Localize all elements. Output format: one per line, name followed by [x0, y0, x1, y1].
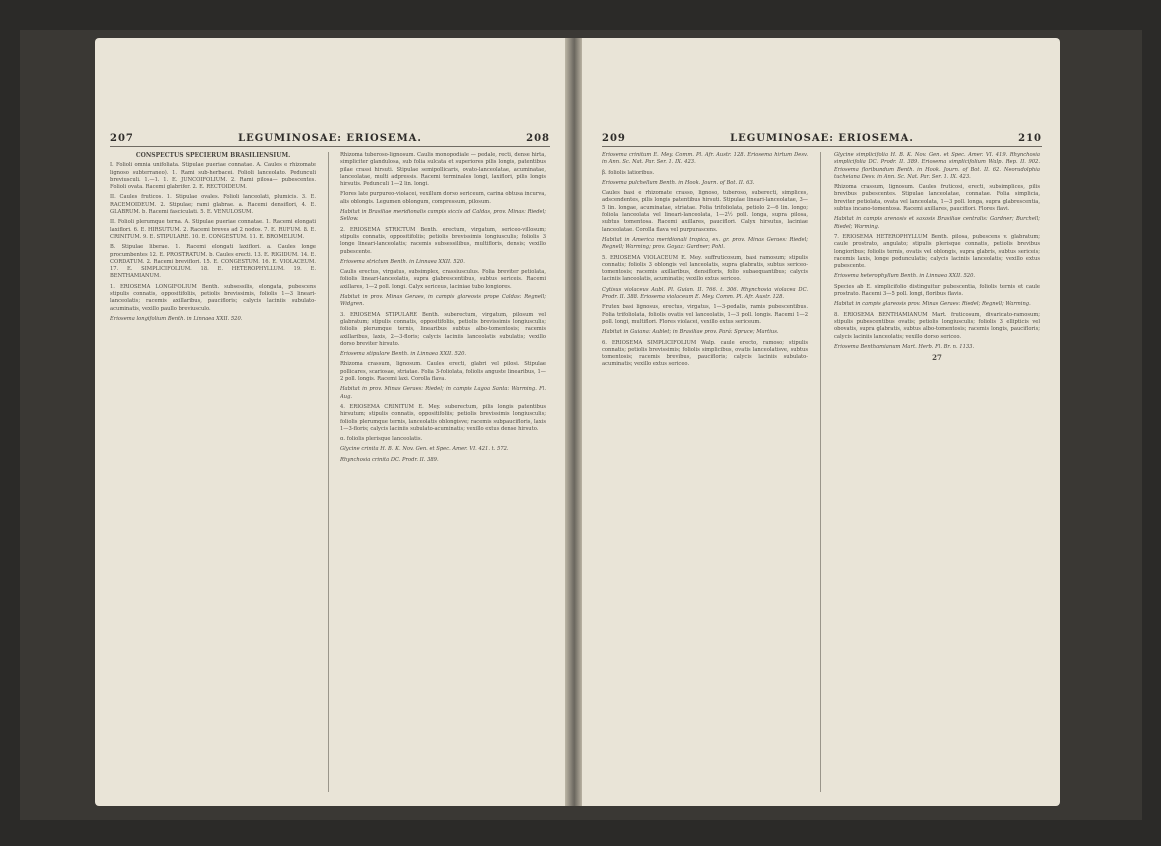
- citation: Rhynchosia crinita DC. Prodr. II. 389.: [340, 456, 439, 463]
- citation: Eriosema strictum Benth. in Linnaea XXII. 520.: [340, 258, 465, 265]
- text-paragraph: 8. ERIOSEMA BENTHAMIANUM Mart. fruticosum, divaricato-ramosum; stipulis pubescentibus ovatis; petiolis longiusculis; foliolis 3 ellipticis vel obovatis, supra glabratis, subtus albo-tomentosis; racemis longis, paucifloris; calycis laciniis lanceolatis; vexillo dorso sericeo.: [834, 311, 1040, 340]
- citation: Eriosema stipulare Benth. in Linnaea XXII. 520.: [340, 351, 467, 358]
- text-paragraph: 2. ERIOSEMA STRICTUM Benth. erectum, virgatum, sericeo-villosum; stipulis connatis, oppositifoliis; petiolis brevissimis longiusculis; foliolis 3 longe lineari-lanceolatis; racemis subsessilibus, multifloris, densis; vexillo pubescente.: [340, 226, 546, 255]
- citation: Habitat in prov. Minas Geraes: Riedel; in campis Lagoa Santa: Warming. Fl. Aug.: [340, 386, 546, 400]
- left-header-rule: [110, 146, 550, 147]
- left-column-divider: [328, 152, 329, 792]
- text-paragraph: Species ab E. simplicifolio distinguitur pubescentia, foliolis ternis et caule prostrato. Racemi 3—5 poll. longi, floribus flavis.: [834, 283, 1040, 298]
- right-page: [582, 38, 1060, 806]
- left-page-running-title: LEGUMINOSAE: ERIOSEMA.: [238, 133, 422, 144]
- citation: Glycine simplicifolia H. B. K. Nov. Gen. et Spec. Amer. VI. 419. Rhynchosia simplicifolia DC. Prodr. II. 389. Eriosema simplicifolium Walp. Rep. II. 902. Eriosema floribundum Benth. in Hook. Journ. of Bot. II. 62. Neorudolphia tucheiana Desv. in Ann. Sc. Nat. Par. Ser. 1. IX. 423.: [834, 152, 1040, 180]
- text-paragraph: 5. ERIOSEMA VIOLACEUM E. Mey. suffruticosum, basi ramosum; stipulis connatis; foliolis 3 oblongis vel lanceolatis, supra glabratis, subtus sericeo-tomentosis; racemis axillaribus, densifloris, folio subaequantibus; calycis laciniis lanceolatis, acuminatis; vexillo extus sericeo.: [602, 254, 808, 283]
- text-paragraph: α. foliolis plerisque lanceolatis.: [340, 436, 423, 443]
- citation: Eriosema heterophyllum Benth. in Linnaea XXII. 520.: [834, 273, 976, 280]
- text-paragraph: II. Folioli plerumque terna. A. Stipulae pueriae connatae. 1. Racemi elongati laxiflori. 6. E. HIRSUTUM. 2. Racemi breves ad 2 nodos. 7. E. RUFUM. 8. E. CRINITUM. 9. E. STIPULARE. 10. E. CONGESTUM. 11. E. BROMELIUM.: [110, 219, 316, 240]
- signature-mark: 27: [932, 353, 942, 363]
- right-page-column-2: [834, 152, 1040, 792]
- citation: Eriosema longifolium Benth. in Linnaea XXII. 520.: [110, 315, 243, 322]
- citation: Habitat in Brasiliae meridionalis campis siccis ad Caldas, prov. Minas: Riedel; Sellow.: [340, 209, 546, 223]
- citation: Cytisus violaceus Aubl. Pl. Guian. II. 766. t. 306. Rhynchosia violacea DC. Prodr. II. 388. Eriosema violaceum E. Mey. Comm. Pl. Afr. Austr. 128.: [602, 286, 808, 301]
- right-page-header: [602, 133, 1042, 144]
- citation: Eriosema crinitum E. Mey. Comm. Pl. Afr. Austr. 128. Eriosema hirtum Desv. in Ann. Sc. Nat. Par. Ser. 1. IX. 423.: [602, 152, 808, 166]
- citation: Habitat in Guiana: Aublet; in Brasiliae prov. Pará: Spruce; Martius.: [602, 329, 779, 336]
- text-paragraph: 4. ERIOSEMA CRINITUM E. Mey. suberectum, pilis longis patentibus hirsutum; stipulis connatis, oppositifoliis; petiolis brevissimis longiusculis; foliolis plerumque ternis, lanceolatis oblongisve; racemis subpaucifloris, laxis 1—3-floris; calycis laciniis subulato-acuminatis; vexillo extus dense hirsuto.: [340, 403, 546, 432]
- citation: Eriosema Benthamianum Mart. Herb. Fl. Br. n. 1133.: [834, 343, 975, 350]
- right-header-rule: [602, 146, 1042, 147]
- text-paragraph: II. Caules fruticos. 1. Stipulae ovales. Folioli lanceolati, plumicis. 3. E. RACEMOIDEUM. 2. Stipulae; rami glabrae. a. Racemi densiflori, 4. E. GLABRUM. b. Racemi fasciculati. 5. E. VENULOSUM.: [110, 194, 316, 216]
- text-paragraph: Caulis erectus, virgatus, subsimplex, crassiusculus. Folia breviter petiolata, foliolis lineari-lanceolatis, supra glabrescentibus, subtus sericeis. Racemi axillares, 1—2 poll. longi. Calyx sericeus, laciniae tubo longiores.: [340, 269, 546, 290]
- text-paragraph: Caules basi e rhizomate crasso, lignoso, tuberoso, suberecti, simplices, adscendentes, pilis longis patentibus hirsuti. Stipulae lineari-lanceolatae, 3—5 lin. longae, acuminatae, striatae. Folia trifoliolata, petiolo 2—6 lin. longo; foliola lanceolata vel lineari-lanceolata, 1—2½ poll. longa, supra pilosa, subtus tomentosa. Racemi axillares, pauciflori. Calyx hirsutus, laciniae lanceolatae. Corolla flava vel purpurascens.: [602, 190, 808, 233]
- text-paragraph: 1. ERIOSEMA LONGIFOLIUM Benth. subsessilis, elongata, pubescens stipulis connatis, oppositifoliis, petiolis brevissimis, foliolis 1—3 lineari-lanceolatis; racemis axillaribus, paucifloris; calycis laciniis subulato-acuminatis, vexillo paullo breviusculo.: [110, 283, 316, 312]
- right-page-number-right: 210: [1018, 133, 1042, 144]
- citation: Habitat in campis arenosis et saxosis Brasiliae centralis: Gardner; Burchell; Riedel; Warming.: [834, 216, 1040, 230]
- left-page-column-1: [110, 152, 316, 792]
- citation: Eriosema pulchellum Benth. in Hook. Journ. of Bot. II. 63.: [602, 179, 755, 186]
- right-page-running-title: LEGUMINOSAE: ERIOSEMA.: [730, 133, 914, 144]
- left-page: [95, 38, 565, 806]
- right-column-divider: [820, 152, 821, 792]
- citation: Habitat in America meridionali tropica, ex. gr. prov. Minas Geraes: Riedel; Regnell; Warming; prov. Goyaz: Gardner; Pohl.: [602, 236, 808, 251]
- text-paragraph: Rhizoma crassum, lignosum. Caules fruticosi, erecti, subsimplices, pilis brevibus pubescentes. Stipulae lanceolatae, connatae. Folia simplicia, breviter petiolata, ovata vel lanceolata, 1—3 poll. longa, supra glabrescentia, subtus incano-tomentosa. Racemi axillares, pauciflori. Flores flavi.: [834, 184, 1040, 213]
- left-page-header: [110, 133, 550, 144]
- text-paragraph: 6. ERIOSEMA SIMPLICIFOLIUM Walp. caule erecto, ramoso; stipulis connatis; petiolis brevissimis; foliolis simplicibus, ovatis lanceolatisve, subtus tomentosis; racemis brevibus, paucifloris; calycis laciniis subulato-acuminatis; vexillo extus sericeo.: [602, 339, 808, 368]
- left-page-number-left: 207: [110, 133, 134, 144]
- text-paragraph: I. Folioli omnia unifoliata. Stipulae pueriae connatae. A. Caules e rhizomate lignoso subterraneo). 1. Rami sub-herbacei. Folioli lanceolato. Pedunculi breviusculi. 1.—1. 1. E. JUNCOIFOLIUM. 2. Rami pilosa— pubescentes. Folioli ovata. Racemi glabrifer. 2. E. RECTOIDEUM.: [110, 162, 316, 191]
- text-paragraph: Flores late purpureo-violacei, vexillum dorso sericeum, carina obtusa incurva, alis oblongis. Legumen oblongum, compressum, pilosum.: [340, 191, 546, 205]
- text-paragraph: Frutex basi lignosus, erectus, virgatus, 1—3-pedalis, ramis pubescentibus. Folia trifoliolata, foliolis ovatis vel lanceolatis, 1—3 poll. longis. Racemi 1—2 poll. longi, multiflori. Flores violacei, vexillo extus sericeum.: [602, 304, 808, 325]
- citation: Habitat in campis glareosis prov. Minas Geraes: Riedel; Regnell; Warming.: [834, 301, 1031, 308]
- text-paragraph: Rhizoma tuberoso-lignosum. Caulis monopodiale — pedale, recti, dense hirta, simpliciter glandulosa, sub folia sulcata et superiores pilis longis, patentibus pilae crassi hirsuti. Stipulae semipollicaris, ovato-lanceolatae, acuminatae, lanceolatae, multi adpressis. Racemi terminales longi, laxiflori, pilis longis hirsutis. Pedunculi 1—2 lin. longi.: [340, 152, 546, 188]
- text-paragraph: 7. ERIOSEMA HETEROPHYLLUM Benth. pilosa, pubescens v. glabratum; caule prostrato, angulato; stipulis plerisque connatis, petiolis brevibus longioribus; foliolis ternis, ovatis vel oblongis, supra glabris, subtus sericeis; racemis laxis, longe pedunculatis; calycis laciniis lanceolatis; vexillo extus pubescente.: [834, 233, 1040, 270]
- citation: Habitat in prov. Minas Geraes, in campis glareosis prope Caldas: Regnell; Widgren.: [340, 294, 546, 308]
- left-page-column-2: [340, 152, 546, 792]
- left-page-number-right: 208: [526, 133, 550, 144]
- text-paragraph: 3. ERIOSEMA STIPULARE Benth. suberectum, virgatum, pilosum vel glabratum; stipulis connatis, oppositifoliis, petiolis brevissimis longiusculis; foliolis plerumque ternis, linearibus subtus albo-tomentosis; racemis axillaribus, laxis, 2—3-floris; calycis laciniis lanceolatis subulatis; vexillo dorso breviter hirsuto.: [340, 311, 546, 347]
- right-page-number-left: 209: [602, 133, 626, 144]
- book-gutter: [565, 38, 582, 806]
- text-paragraph: β. foliolis latioribus.: [602, 169, 655, 176]
- right-page-column-1: [602, 152, 808, 792]
- section-title: CONSPECTUS SPECIERUM BRASILIENSIUM.: [135, 152, 291, 159]
- text-paragraph: Rhizoma crassum, lignosum. Caules erecti, glabri vel pilosi. Stipulae pollicares, scariosae, striatae. Folia 3-foliolata, foliolis anguste linearibus, 1—2 poll. longis. Racemi laxi. Corolla flava.: [340, 361, 546, 383]
- citation: Glycine crinita H. B. K. Nov. Gen. et Spec. Amer. VI. 421. t. 572.: [340, 446, 509, 453]
- text-paragraph: B. Stipulae liberae. 1. Racemi elongati laxiflori. a. Caules longe procumbentes 12. E. PROSTRATUM. b. Caules erecti. 13. E. RIGIDUM. 14. E. CORDATUM. 2. Racemi breviflori. 15. E. CONGESTUM. 16. E. VIOLACEUM. 17. E. SIMPLICIFOLIUM. 18. E. HETEROPHYLLUM. 19. E. BENTHAMIANUM.: [110, 244, 316, 280]
